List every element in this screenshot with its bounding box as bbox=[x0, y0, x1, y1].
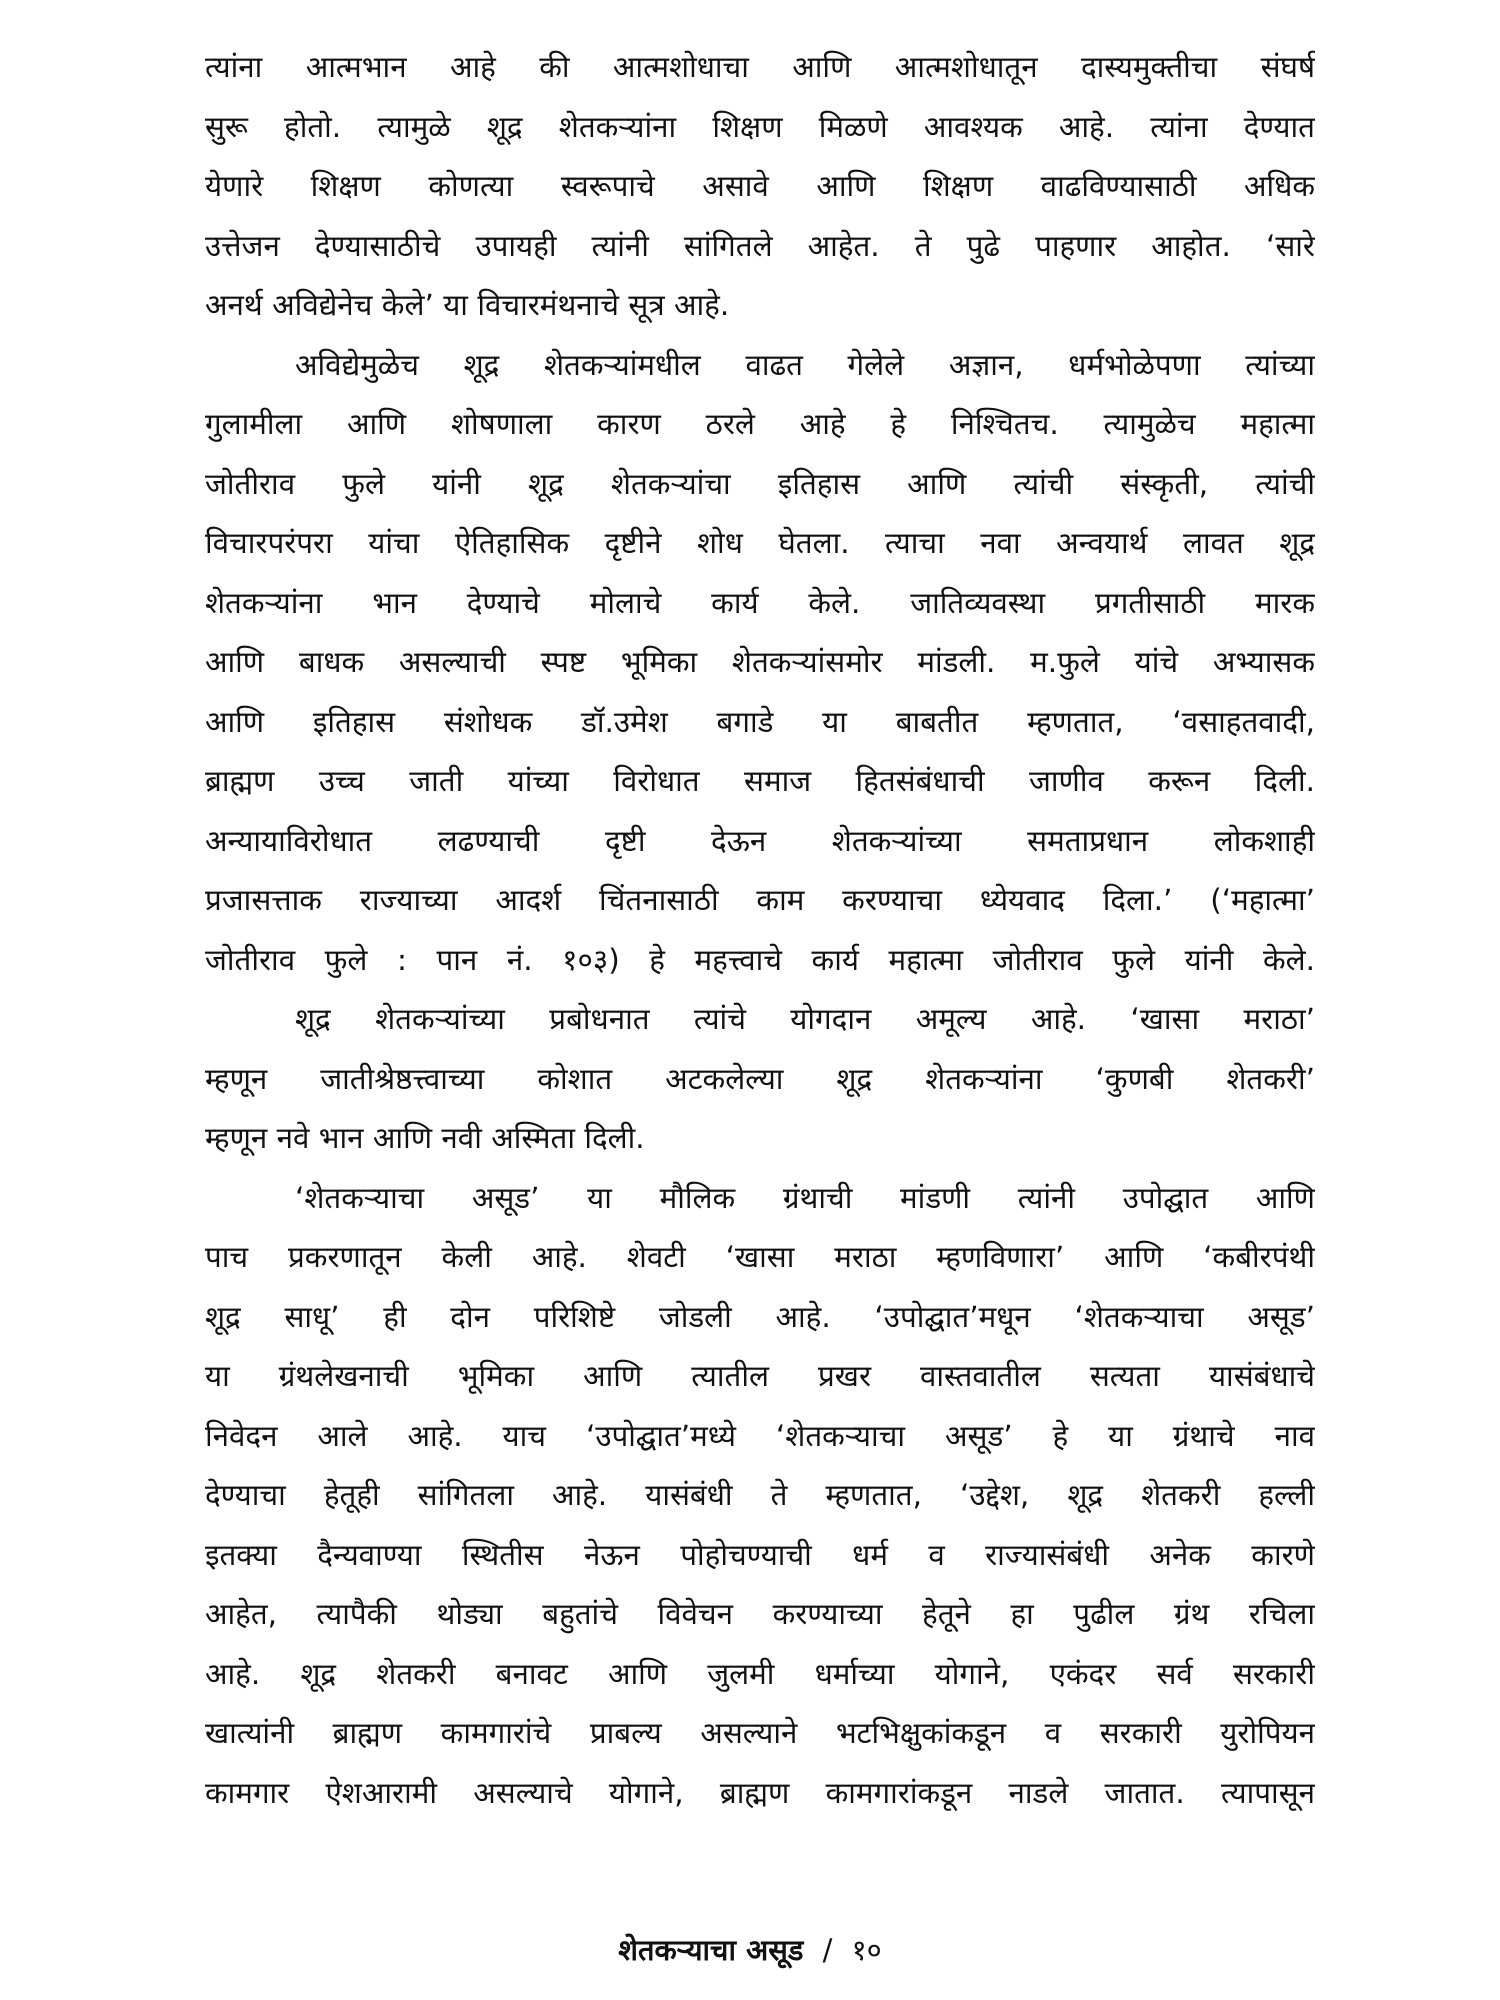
text-line: प्रजासत्ताक राज्याच्या आदर्श चिंतनासाठी काम करण्याचा ध्येयवाद दिला.’ (‘महात्मा’ bbox=[205, 883, 1315, 917]
text-line: म्हणून नवे भान आणि नवी अस्मिता दिली. bbox=[205, 1121, 645, 1155]
footer-book-title: शेतकऱ्याचा असूड bbox=[618, 1933, 804, 1967]
text-line: आणि इतिहास संशोधक डॉ.उमेश बगाडे या बाबतीत म्हणतात, ‘वसाहतवादी, bbox=[205, 704, 1315, 739]
paragraph bbox=[205, 336, 1315, 991]
text-line: शूद्र साधू’ ही दोन परिशिष्टे जोडली आहे. ‘उपोद्घात’मधून ‘शेतकऱ्याचा असूड’ bbox=[205, 1299, 1315, 1334]
text-line: इतक्या दैन्यवाण्या स्थितीस नेऊन पोहोचण्याची धर्म व राज्यासंबंधी अनेक कारणे bbox=[205, 1537, 1315, 1572]
text-line: जोतीराव फुले : पान नं. १०३) हे महत्त्वाचे कार्य महात्मा जोतीराव फुले यांनी केले. bbox=[205, 942, 1315, 977]
text-line: कामगार ऐशआरामी असल्याचे योगाने, ब्राह्मण कामगारांकडून नाडले जातात. त्यापासून bbox=[205, 1775, 1315, 1810]
text-line: अन्यायाविरोधात लढण्याची दृष्टी देऊन शेतकऱ्यांच्या समताप्रधान लोकशाही bbox=[205, 823, 1315, 858]
page-number: १० bbox=[851, 1933, 882, 1967]
text-line: या ग्रंथलेखनाची भूमिका आणि त्यातील प्रखर वास्तवातील सत्यता यासंबंधाचे bbox=[205, 1359, 1315, 1393]
paragraph bbox=[205, 38, 1315, 336]
text-line: शूद्र शेतकऱ्यांच्या प्रबोधनात त्यांचे योगदान अमूल्य आहे. ‘खासा मराठा’ bbox=[295, 1002, 1315, 1036]
text-line: जोतीराव फुले यांनी शूद्र शेतकऱ्यांचा इतिहास आणि त्यांची संस्कृती, त्यांची bbox=[205, 466, 1315, 501]
text-line: अविद्येमुळेच शूद्र शेतकऱ्यांमधील वाढत गेलेले अज्ञान, धर्मभोळेपणा त्यांच्या bbox=[295, 347, 1315, 382]
text-line: निवेदन आले आहे. याच ‘उपोद्घात’मध्ये ‘शेतकऱ्याचा असूड’ हे या ग्रंथाचे नाव bbox=[205, 1418, 1315, 1453]
text-line: त्यांना आत्मभान आहे की आत्मशोधाचा आणि आत्मशोधातून दास्यमुक्तीचा संघर्ष bbox=[205, 50, 1315, 84]
text-line: आहेत, त्यापैकी थोड्या बहुतांचे विवेचन करण्याच्या हेतूने हा पुढील ग्रंथ रचिला bbox=[205, 1597, 1315, 1631]
text-line: पाच प्रकरणातून केली आहे. शेवटी ‘खासा मराठा म्हणविणारा’ आणि ‘कबीरपंथी bbox=[205, 1240, 1315, 1274]
text-line: शेतकऱ्यांना भान देण्याचे मोलाचे कार्य केले. जातिव्यवस्था प्रगतीसाठी मारक bbox=[205, 585, 1315, 620]
text-line: आहे. शूद्र शेतकरी बनावट आणि जुलमी धर्माच्या योगाने, एकंदर सर्व सरकारी bbox=[205, 1656, 1315, 1691]
paragraph bbox=[205, 990, 1315, 1169]
text-line: सुरू होतो. त्यामुळे शूद्र शेतकऱ्यांना शिक्षण मिळणे आवश्यक आहे. त्यांना देण्यात bbox=[205, 109, 1315, 144]
document-page bbox=[205, 38, 1315, 1938]
text-line: ब्राह्मण उच्च जाती यांच्या विरोधात समाज हितसंबंधाची जाणीव करून दिली. bbox=[205, 764, 1315, 798]
text-line: म्हणून जातीश्रेष्ठत्त्वाच्या कोशात अटकलेल्या शूद्र शेतकऱ्यांना ‘कुणबी शेतकरी’ bbox=[205, 1061, 1315, 1096]
text-line: आणि बाधक असल्याची स्पष्ट भूमिका शेतकऱ्यांसमोर मांडली. म.फुले यांचे अभ्यासक bbox=[205, 645, 1315, 679]
text-line: अनर्थ अविद्येनेच केले’ या विचारमंथनाचे सूत्र आहे. bbox=[205, 288, 730, 322]
text-line: देण्याचा हेतूही सांगितला आहे. यासंबंधी ते म्हणतात, ‘उद्देश, शूद्र शेतकरी हल्ली bbox=[205, 1478, 1315, 1512]
text-line: ‘शेतकऱ्याचा असूड’ या मौलिक ग्रंथाची मांडणी त्यांनी उपोद्घात आणि bbox=[295, 1180, 1315, 1215]
text-line: विचारपरंपरा यांचा ऐतिहासिक दृष्टीने शोध घेतला. त्याचा नवा अन्वयार्थ लावत शूद्र bbox=[205, 526, 1315, 560]
text-line: खात्यांनी ब्राह्मण कामगारांचे प्राबल्य असल्याने भटभिक्षुकांकडून व सरकारी युरोपियन bbox=[205, 1716, 1315, 1750]
text-line: येणारे शिक्षण कोणत्या स्वरूपाचे असावे आणि शिक्षण वाढविण्यासाठी अधिक bbox=[205, 169, 1315, 203]
text-line: उत्तेजन देण्यासाठीचे उपायही त्यांनी सांगितले आहेत. ते पुढे पाहणार आहोत. ‘सारे bbox=[205, 228, 1315, 263]
footer-separator: / bbox=[822, 1933, 833, 1967]
text-line: गुलामीला आणि शोषणाला कारण ठरले आहे हे निश्चितच. त्यामुळेच महात्मा bbox=[205, 407, 1315, 441]
paragraph bbox=[205, 1169, 1315, 1824]
page-footer bbox=[0, 1930, 1500, 1969]
